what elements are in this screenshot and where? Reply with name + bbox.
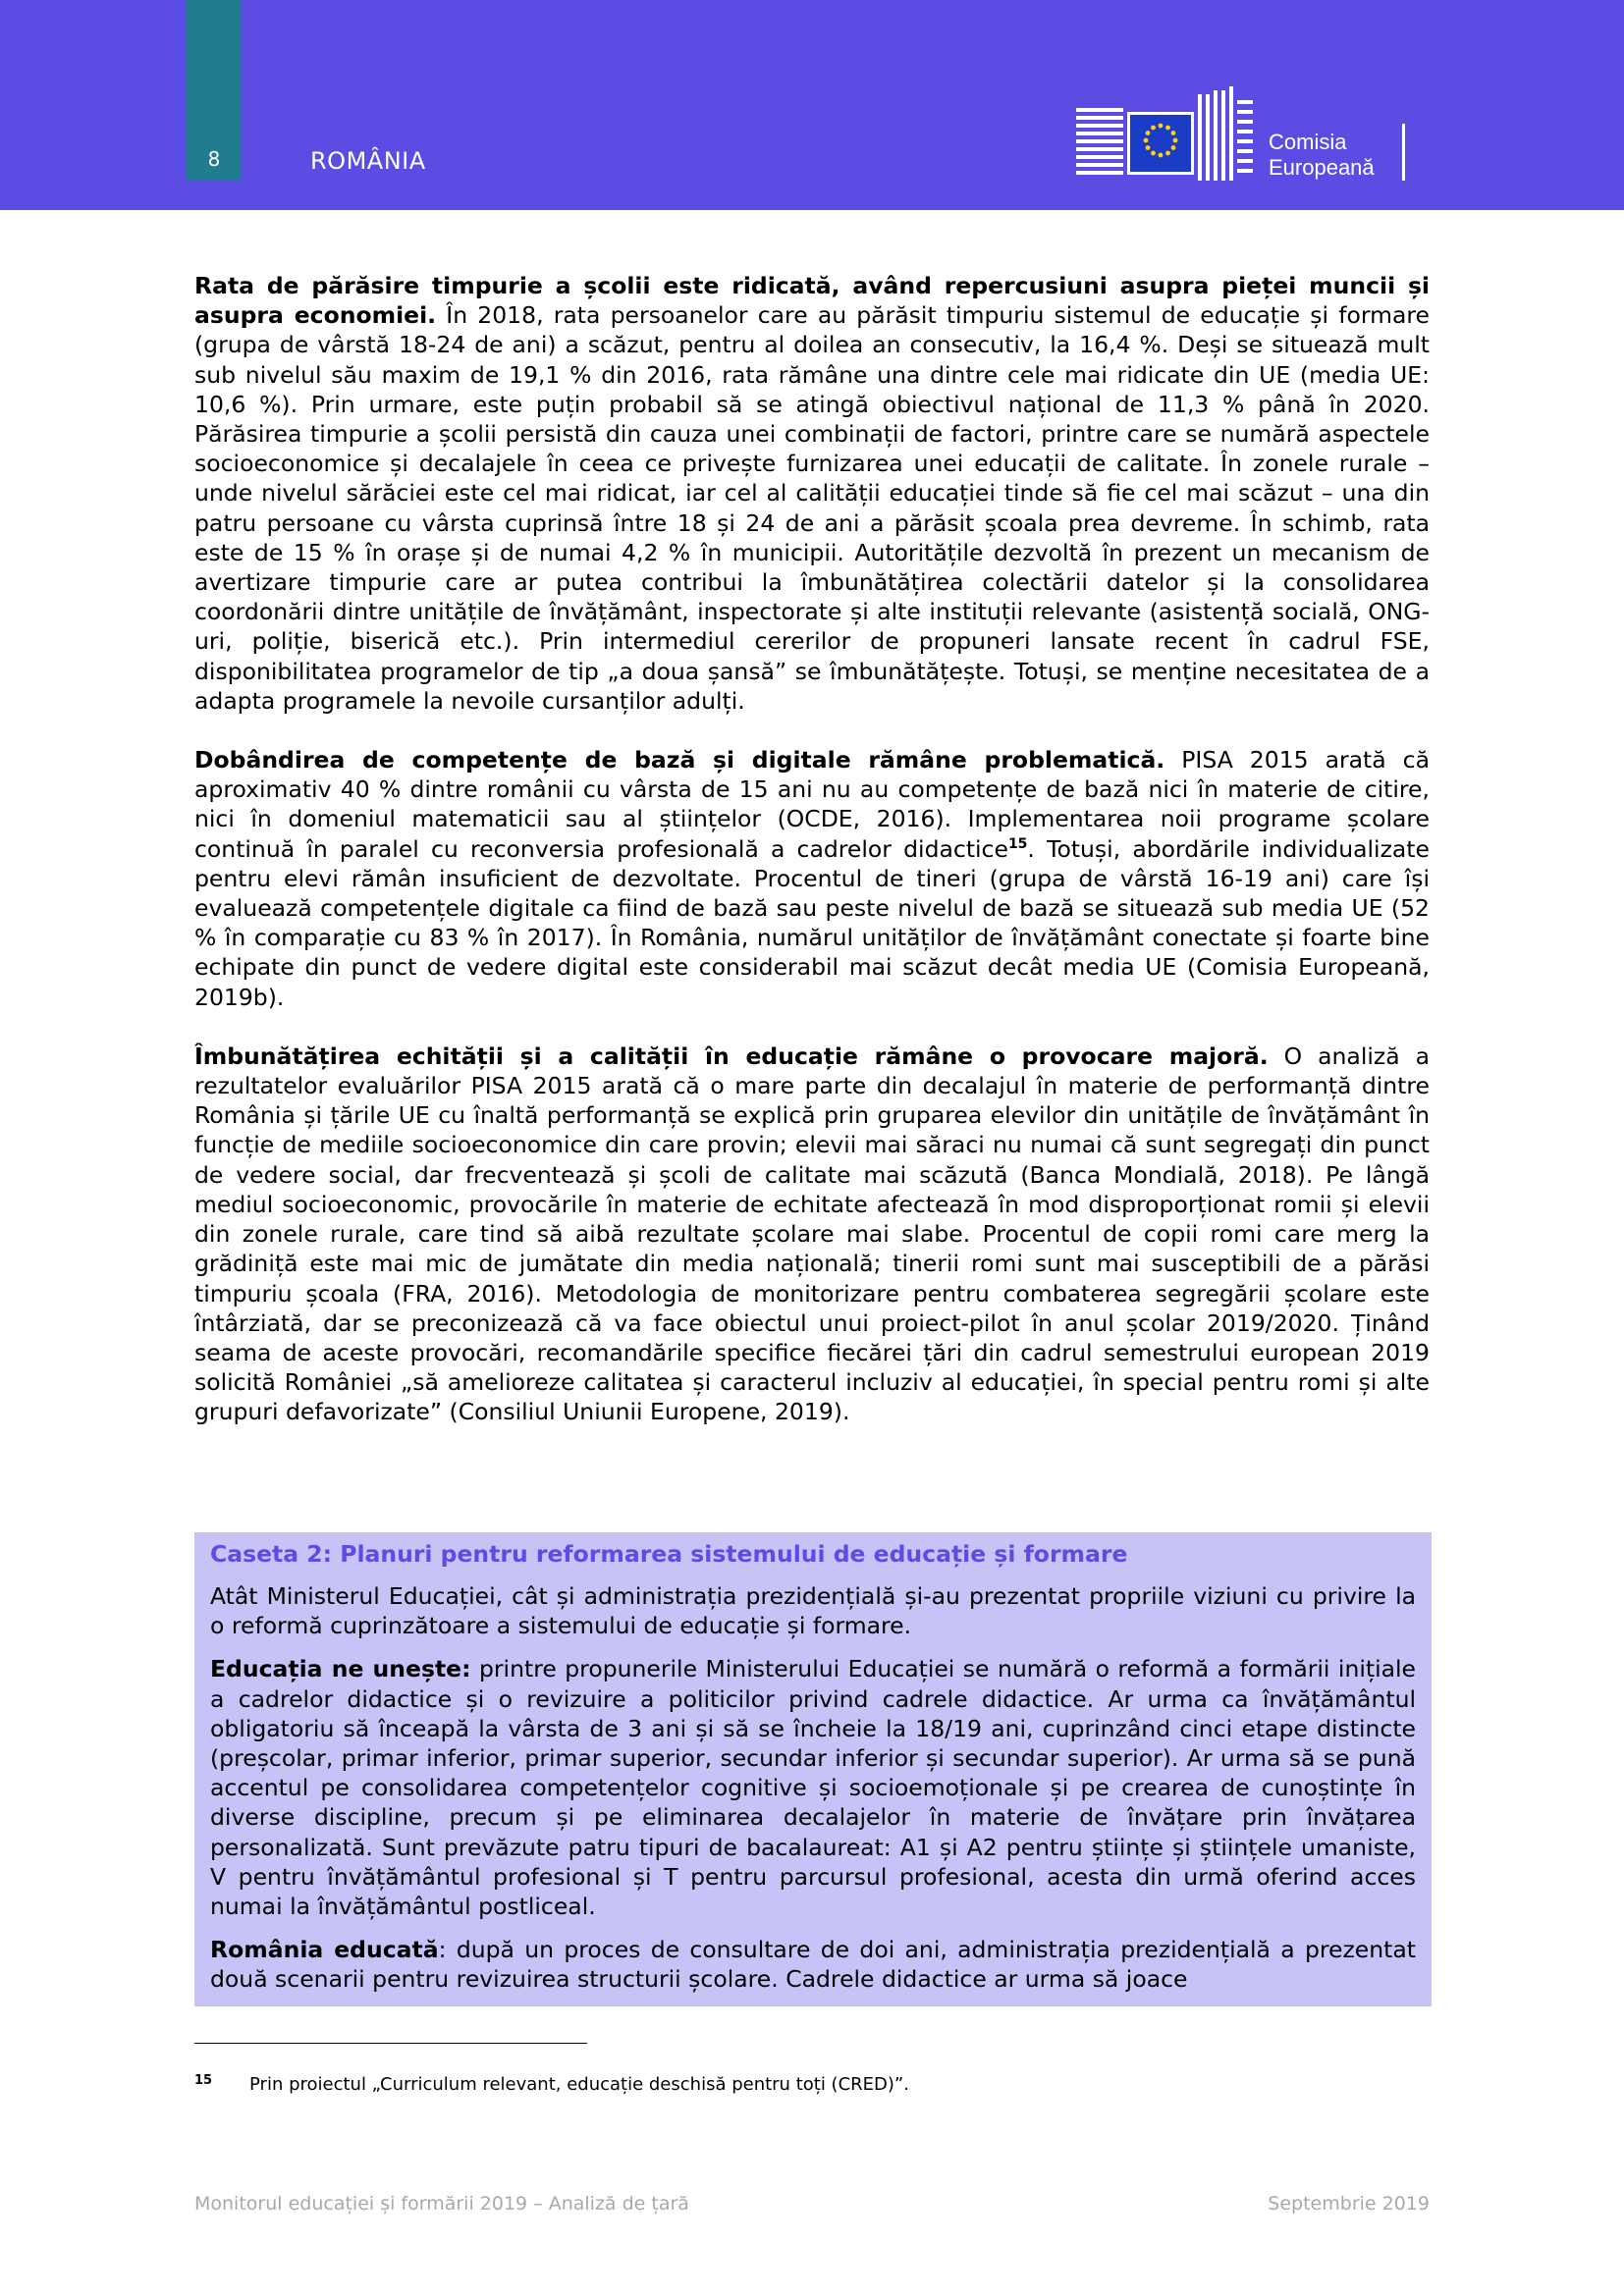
footer-date: Septembrie 2019 <box>1268 2193 1430 2215</box>
box-paragraph-educated-romania <box>210 1935 1416 1994</box>
paragraph-text: PISA 2015 arată că aproximativ 40 % dintre românii cu vârsta de 15 ani nu au competențe de bază nici în materie de citire, nici în domeniul matematicii sau al științelor (OCDE, 2016). Implementarea noii programe școlare continuă în paralel cu reconversia profesională a cadrelor didactice <box>194 746 1431 863</box>
paragraph-text: O analiză a rezultatelor evaluărilor PISA 2015 arată că o mare parte din decalajul în materie de performanță dintre România și țările UE cu înaltă performanță se explică prin gruparea elevilor din unitățile de învățământ în funcție de mediile socioeconomice din care provin; elevii mai săraci nu numai că sunt segregați din punct de vedere social, dar frecventează și școli de calitate mai scăzută (Banca Mondială, 2018). Pe lângă mediul socioeconomic, provocările în materie de echitate afectează în mod disproporționat romii și elevii din zonele rurale, care tind să aibă rezultate școlare mai slabe. Procentul de copii romi care merg la grădiniță este mai mic de jumătate din media națională; tinerii romi sunt mai susceptibili de a părăsi timpuriu școala (FRA, 2016). Metodologia de monitorizare pentru combaterea segregării școlare este întârziată, dar se preconizează că va face obiectul unui proiect-pilot în anul școlar 2019/2020. Ținând seama de aceste provocări, recomandările specifice fiecărei țări din cadrul semestrului european 2019 solicită României „să amelioreze calitatea și caracterul incluziv al educației, în special pentru romi și alte grupuri defavorizate” (Consiliul Uniunii Europene, 2019). <box>194 1041 1430 1426</box>
box-paragraph-text: : după un proces de consultare de doi ani, administrația prezidențială a prezentat două scenarii pentru revizuirea structurii școlare. Cadrele didactice ar urma să joace <box>210 1936 1416 1994</box>
main-content <box>194 271 1430 1427</box>
box-paragraph-heading: Educația ne unește: <box>210 1655 471 1683</box>
page-number: 8 <box>207 147 221 171</box>
box-paragraph-heading: România educată <box>210 1936 439 1964</box>
box-paragraph-education-unites <box>210 1654 1416 1921</box>
page-header <box>0 0 1624 210</box>
paragraph-basic-skills <box>194 745 1430 1012</box>
logo-line1: Comisia <box>1269 130 1347 154</box>
box-title: Caseta 2: Planuri pentru reformarea sistemului de educație și formare <box>210 1540 1128 1568</box>
paragraph-heading: Dobândirea de competențe de bază și digitale rămâne problematică. <box>194 746 1165 774</box>
logo-line2: Europeană <box>1269 155 1375 180</box>
paragraph-heading: Rata de părăsire timpurie a școlii este ridicată, având repercusiuni asupra pieței muncii și asupra economiei. <box>194 272 1430 330</box>
paragraph-text: . Totuși, abordările individualizate pentru elevi rămân insuficient de dezvoltate. Procentul de tineri (grupa de vârstă 16-19 ani) care își evaluează competențele digitale ca fiind de bază sau peste nivelul de bază se situează sub media UE (52 % în comparație cu 83 % în 2017). În România, numărul unităților de învățământ conectate și foarte bine echipate din punct de vedere digital este considerabil mai scăzut decât media UE (Comisia Europeană, 2019b). <box>194 834 1430 1011</box>
footnote-text: Prin proiectul „Curriculum relevant, educație deschisă pentru toți (CRED)”. <box>249 2074 909 2095</box>
logo-divider <box>1402 124 1405 181</box>
paragraph-text: În 2018, rata persoanelor care au părăsit timpuriu sistemul de educație și formare (grupa de vârstă 18-24 de ani) a scăzut, pentru al doilea an consecutiv, la 16,4 %. Deși se situează mult sub nivelul său maxim de 19,1 % din 2016, rata rămâne una dintre cele mai ridicate din UE (media UE: 10,6 %). Prin urmare, este puțin probabil să se atingă obiectivul național de 11,3 % până în 2020. Părăsirea timpurie a școlii persistă din cauza unei combinații de factori, printre care se numără aspectele socioeconomice și decalajele în ceea ce privește furnizarea unei educații de calitate. În zonele rurale – unde nivelul sărăciei este cel mai ridicat, iar cel al calității educației tinde să fie cel mai scăzut – una din patru persoane cu vârsta cuprinsă între 18 și 24 de ani a părăsit școala prea devreme. În schimb, rata este de 15 % în orașe și de numai 4,2 % în municipii. Autoritățile dezvoltă în prezent un mecanism de avertizare timpurie care ar putea contribui la îmbunătățirea colectării datelor și la consolidarea coordonării dintre unitățile de învățământ, inspectorate și alte instituții relevante (asistență socială, ONG-uri, poliție, biserică etc.). Prin intermediul cererilor de propuneri lansate recent în cadrul FSE, disponibilitatea programelor de tip „a doua șansă” se îmbunătățește. Totuși, se menține necesitatea de a adapta programele la nevoile cursanților adulți. <box>194 301 1430 715</box>
box-paragraph-text: printre propunerile Ministerului Educației se numără o reformă a formării inițiale a cadrelor didactice și o revizuire a politicilor privind cadrele didactice. Ar urma ca învățământul obligatoriu să înceapă la vârsta de 3 ani și să se încheie la 18/19 ani, cuprinzând cinci etape distincte (preșcolar, primar inferior, primar superior, secundar inferior și secundar superior). Ar urma să se pună accentul pe consolidarea competențelor cognitive și socioemoționale și pe crearea de cunoștințe în diverse discipline, precum și pe eliminarea decalajelor în materie de învățare prin învățarea personalizată. Sunt prevăzute patru tipuri de bacalaureat: A1 și A2 pentru științe și științele umaniste, V pentru învățământul profesional și T pentru parcursul profesional, acesta din urmă oferind acces numai la învățământul postliceal. <box>210 1655 1416 1921</box>
country-title: ROMÂNIA <box>310 147 426 175</box>
paragraph-early-leaving <box>194 271 1430 716</box>
footnote-number: 15 <box>194 2073 213 2088</box>
box-intro: Atât Ministerul Educației, cât și administrația prezidențială și-au prezentat propriile viziuni cu privire la o reformă cuprinzătoare a sistemului de educație și formare. <box>210 1582 1416 1640</box>
footnote-separator <box>194 2043 587 2044</box>
paragraph-equity <box>194 1041 1430 1427</box>
footnote-reference[interactable]: 15 <box>1007 835 1028 852</box>
box-reform-plans <box>194 1532 1432 2006</box>
paragraph-heading: Îmbunătățirea echității și a calității în educație rămâne o provocare majoră. <box>194 1041 1269 1070</box>
logo-text <box>1269 130 1375 181</box>
footer-title: Monitorul educației și formării 2019 – Analiză de țară <box>194 2193 689 2215</box>
